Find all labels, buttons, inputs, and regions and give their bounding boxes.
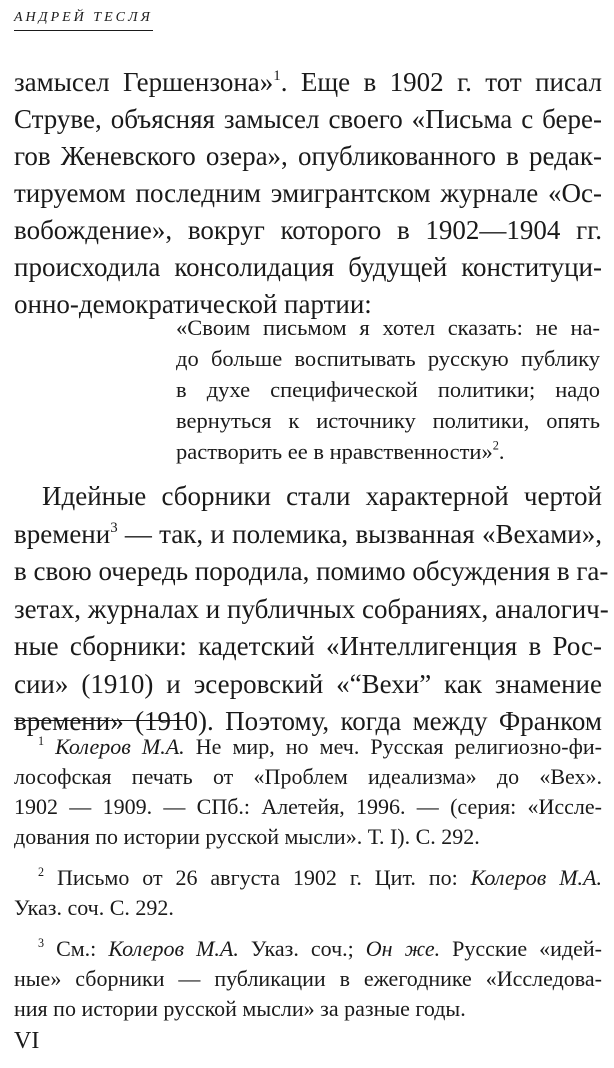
quote-line-1: «Своим письмом я хотел сказать: не на-: [176, 315, 600, 340]
footnote-1-line-2: лософская печать от «Проблем идеализма» до «Вех».: [14, 764, 602, 789]
para2-line-2: времени$^3$ — так, и полемика, вызванная «Вехами»,: [14, 518, 602, 549]
main-line-7: онно-демократической партии:: [14, 289, 372, 319]
footnote-ref-3[interactable]: 3: [110, 519, 118, 536]
para2-line-6: сии» (1910) и эсеровский «“Вехи” как знамение: [14, 668, 602, 699]
main-line-2: Струве, объясняя замысел своего «Письма с бере-: [14, 104, 602, 134]
main-line-6: происходила консолидация будущей конституци-: [14, 252, 602, 282]
footnote-3-line-1: $^3$ См.: Колеров М.А. Указ. соч.; Он же. Русские «идей-: [38, 935, 602, 961]
block-quote: [176, 312, 600, 467]
footnote-1-line-1: $^1$ Колеров М.А. Не мир, но меч. Русская религиозно-фи-: [38, 733, 602, 759]
quote-line-4: вернуться к источнику политики, опять: [176, 408, 600, 433]
footnote-2-mark: 2: [38, 864, 45, 879]
para2-line-3: в свою очередь породила, помимо обсуждения в га-: [14, 556, 609, 586]
main-line-4: тируемом последним эмигрантском журнале «Ос-: [14, 178, 602, 208]
para2-line-5: ные сборники: кадетский «Интеллигенция в Рос-: [14, 631, 602, 661]
footnote-3: [14, 934, 602, 1024]
quote-line-3: в духе специфической политики; надо: [176, 377, 600, 402]
para2-line-4: зетах, журналах и публичных собраниях, аналогич-: [14, 593, 609, 624]
footnote-separator: [14, 720, 186, 721]
footnote-3-mark: 3: [38, 935, 45, 950]
footnote-1-line-3: 1902 — 1909. — СПб.: Алетейя, 1996. — (серия: «Иссле-: [14, 794, 602, 819]
quote-line-2: до больше воспитывать русскую публику: [176, 346, 600, 371]
running-title: АНДРЕЙ ТЕСЛЯ: [14, 10, 153, 31]
para2-line-7: времени» (1910). Поэтому, когда между Франком: [14, 706, 602, 736]
second-paragraph: [14, 478, 609, 741]
main-line-1: замысел Гершензона»$^1$. Еще в 1902 г. тот писал: [14, 67, 602, 97]
para2-line-1: Идейные сборники стали характерной чертой: [42, 481, 602, 511]
footnotes: [14, 732, 602, 1035]
quote-line-5: растворить ее в нравственности»$^2$.: [176, 438, 505, 464]
footnote-1: [14, 732, 602, 852]
footnote-1-mark: 1: [38, 733, 45, 748]
footnote-ref-1[interactable]: 1: [273, 67, 281, 84]
footnote-2-line-2: Указ. соч. С. 292.: [14, 895, 174, 920]
main-line-3: гов Женевского озера», опубликованного в редак-: [14, 141, 602, 171]
page-number: VI: [14, 1028, 40, 1054]
main-paragraph: [14, 64, 602, 323]
footnote-ref-2[interactable]: 2: [492, 438, 499, 453]
footnote-1-line-4: дования по истории русской мысли». Т. I). С. 292.: [14, 824, 480, 849]
main-line-5: вобождение», вокруг которого в 1902—1904 гг.: [14, 215, 602, 245]
footnote-3-line-2: ные» сборники — публикации в ежегоднике «Исследова-: [14, 966, 602, 991]
running-header: [14, 8, 153, 31]
footnote-3-line-3: ния по истории русской мысли» за разные годы.: [14, 996, 466, 1021]
footnote-2: [14, 863, 602, 923]
footnote-2-line-1: $^2$ Письмо от 26 августа 1902 г. Цит. по: Колеров М.А.: [38, 864, 602, 890]
